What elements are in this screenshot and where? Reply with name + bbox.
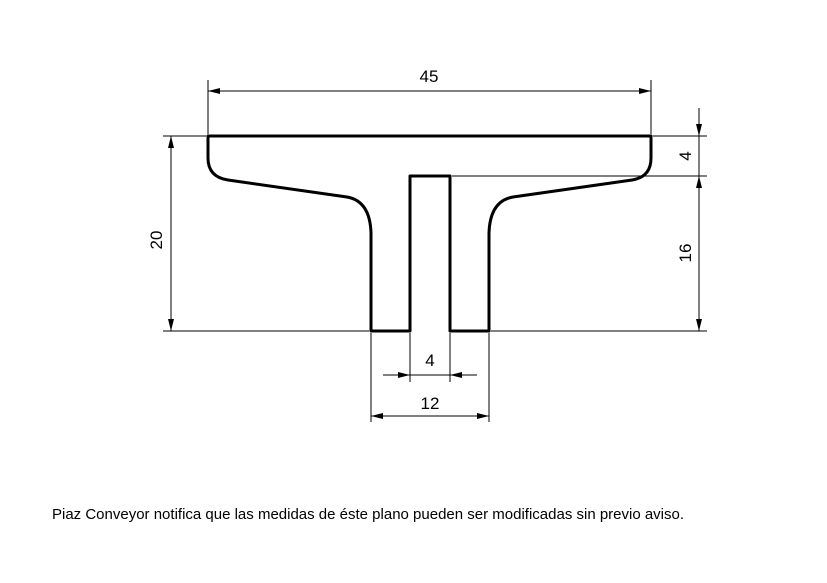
dimension-stem-width <box>371 333 489 422</box>
dimension-overall-width <box>208 67 651 134</box>
dimension-label-overall-width: 45 <box>419 67 439 86</box>
dimension-label-flange-thickness: 4 <box>676 151 695 161</box>
dimension-label-stem-height: 16 <box>676 243 695 263</box>
dimension-label-overall-height: 20 <box>147 230 166 250</box>
dimension-slot-width <box>383 333 477 382</box>
profile-outline <box>208 136 651 331</box>
dimension-flange-thickness <box>452 108 707 176</box>
dimension-label-stem-width: 12 <box>420 394 440 413</box>
dimension-overall-height <box>147 136 369 331</box>
dimension-stem-height <box>491 176 707 331</box>
dimension-label-slot-width: 4 <box>425 351 435 370</box>
disclaimer-note: Piaz Conveyor notifica que las medidas de éste plano pueden ser modificadas sin previo aviso. <box>52 506 685 523</box>
